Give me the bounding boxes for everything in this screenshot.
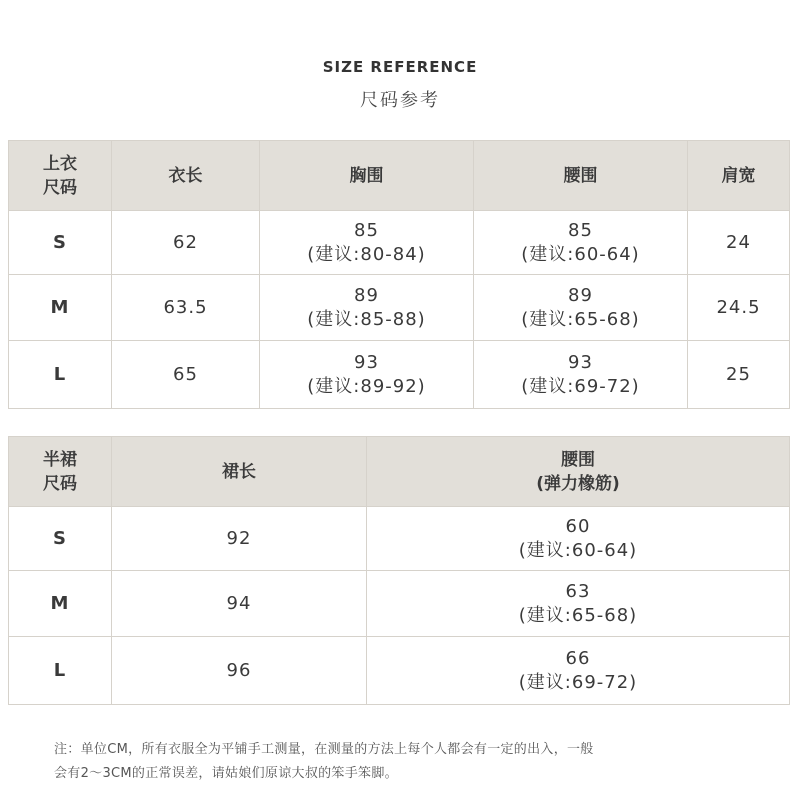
skirt-length-cell: 96 xyxy=(112,637,367,705)
footnote-line-1: 注：单位CM，所有衣服全为平铺手工测量，在测量的方法上每个人都会有一定的出入，一般 xyxy=(54,742,594,757)
size-cell: L xyxy=(9,637,112,705)
shoulder-cell: 25 xyxy=(688,341,790,409)
header-skirt-size: 半裙 尺码 xyxy=(9,437,112,507)
header-top-waist: 腰围 xyxy=(474,141,688,211)
table-row xyxy=(9,211,790,275)
waist-cell: 89 (建议:65-68) xyxy=(474,275,688,341)
length-cell: 65 xyxy=(112,341,260,409)
size-cell: L xyxy=(9,341,112,409)
shoulder-cell: 24 xyxy=(688,211,790,275)
skirt-waist-cell: 63 (建议:65-68) xyxy=(367,571,790,637)
header-top-size: 上衣 尺码 xyxy=(9,141,112,211)
title-chinese: 尺码参考 xyxy=(360,90,440,111)
size-cell: S xyxy=(9,507,112,571)
chest-cell: 85 (建议:80-84) xyxy=(260,211,474,275)
table-row xyxy=(9,507,790,571)
skirt-waist-cell: 60 (建议:60-64) xyxy=(367,507,790,571)
measurement-footnote xyxy=(54,738,754,786)
header-top-length: 衣长 xyxy=(112,141,260,211)
size-cell: M xyxy=(9,275,112,341)
skirt-length-cell: 92 xyxy=(112,507,367,571)
table-row xyxy=(9,275,790,341)
title-english: SIZE REFERENCE xyxy=(322,58,478,76)
header-skirt-waist: 腰围 (弹力橡筋) xyxy=(367,437,790,507)
chest-cell: 93 (建议:89-92) xyxy=(260,341,474,409)
skirt-waist-cell: 66 (建议:69-72) xyxy=(367,637,790,705)
length-cell: 62 xyxy=(112,211,260,275)
table-row xyxy=(9,341,790,409)
waist-cell: 85 (建议:60-64) xyxy=(474,211,688,275)
table-row xyxy=(9,637,790,705)
size-cell: S xyxy=(9,211,112,275)
header-skirt-length: 裙长 xyxy=(112,437,367,507)
shoulder-cell: 24.5 xyxy=(688,275,790,341)
header-shoulder: 肩宽 xyxy=(688,141,790,211)
top-size-table xyxy=(8,140,790,409)
skirt-size-table xyxy=(8,436,790,705)
length-cell: 63.5 xyxy=(112,275,260,341)
top-header-row xyxy=(9,141,790,211)
skirt-length-cell: 94 xyxy=(112,571,367,637)
skirt-header-row xyxy=(9,437,790,507)
waist-cell: 93 (建议:69-72) xyxy=(474,341,688,409)
footnote-line-2: 会有2～3CM的正常误差，请姑娘们原谅大叔的笨手笨脚。 xyxy=(54,766,398,781)
size-cell: M xyxy=(9,571,112,637)
table-row xyxy=(9,571,790,637)
header-chest: 胸围 xyxy=(260,141,474,211)
chest-cell: 89 (建议:85-88) xyxy=(260,275,474,341)
